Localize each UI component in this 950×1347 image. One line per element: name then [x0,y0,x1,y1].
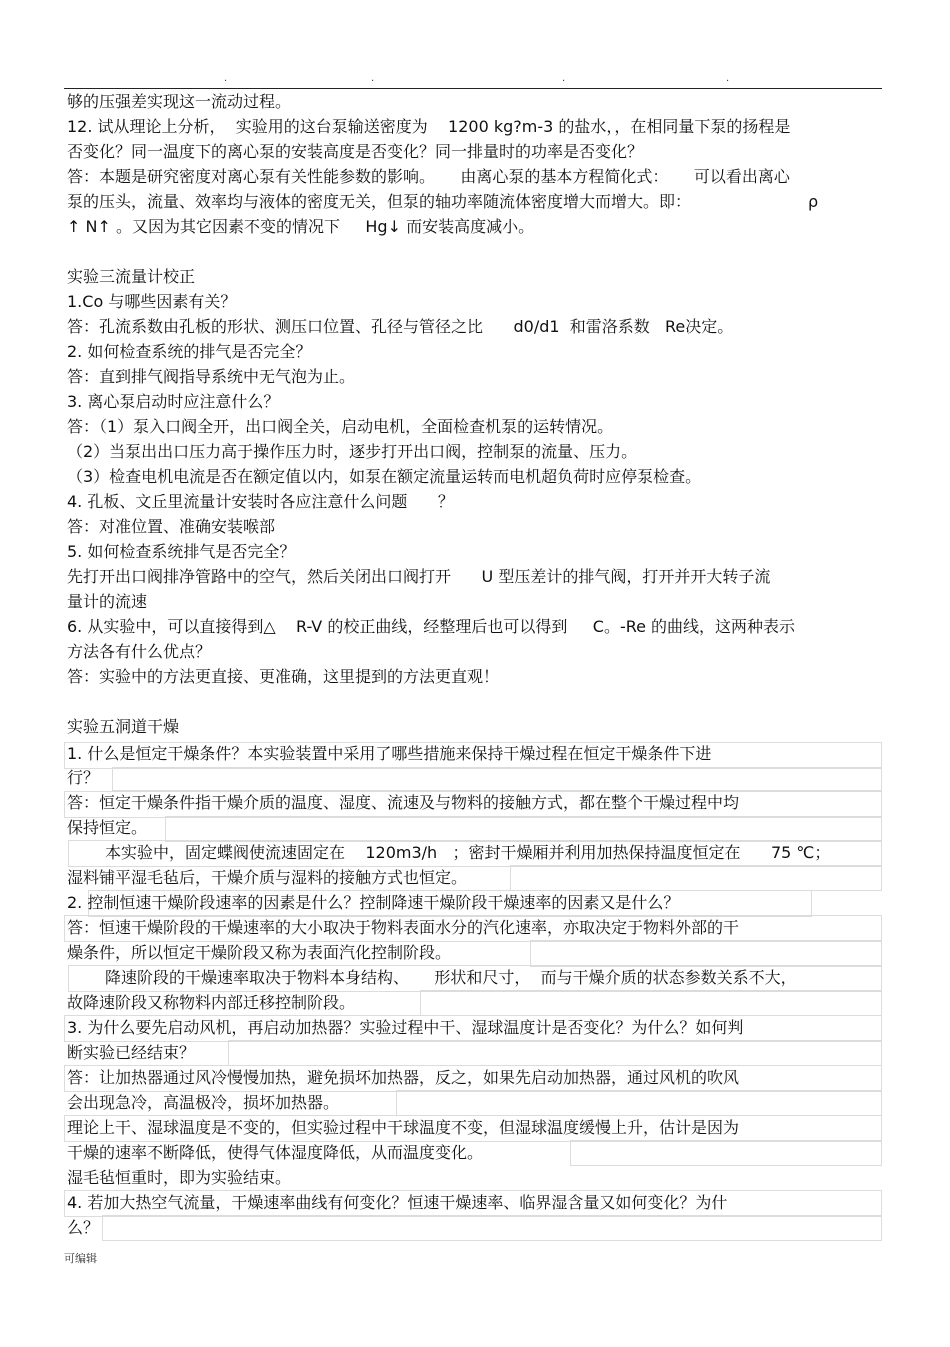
header-dot: . [726,73,730,84]
question-1: 1. 什么是恒定干燥条件？本实验装置中采用了哪些措施来保持干燥过程在恒定干燥条件下进 [67,744,712,763]
section-heading-exp3: 实验三流量计校正 [67,267,196,286]
text-line: 干燥的速率不断降低，使得气体湿度降低，从而温度变化。 [67,1143,484,1162]
form-box [420,990,882,1016]
text-line: 本实验中，固定蝶阀使流速固定在 120m3/h ；密封干燥厢并利用加热保持温度恒定在 75 ℃； [105,843,831,862]
header-dot: . [371,73,375,84]
text-line: ↑ N↑ 。又因为其它因素不变的情况下 Hg↓ 而安装高度减小。 [67,217,535,236]
answer-line: 答：孔流系数由孔板的形状、测压口位置、孔径与管径之比 d0/d1 和雷洛系数 Re决定。 [67,317,734,336]
text-line: 先打开出口阀排净管路中的空气，然后关闭出口阀打开 U 型压差计的排气阀，打开并开大转子流 [67,567,771,586]
form-box [510,865,882,891]
header-dot: . [562,73,566,84]
text-line: 泵的压头，流量、效率均与液体的密度无关，但泵的轴功率随流体密度增大而增大。即： ρ [67,192,819,211]
text-line: 断实验已经结束？ [67,1043,196,1062]
text-line: 故降速阶段又称物料内部迁移控制阶段。 [67,993,356,1012]
question-2: 2. 如何检查系统的排气是否完全？ [67,342,312,361]
answer-line: 答：（1）泵入口阀全开，出口阀全关，启动电机，全面检查机泵的运转情况。 [67,417,614,436]
answer-line: 答：恒定干燥条件指干燥介质的温度、湿度、流速及与物料的接触方式，都在整个干燥过程中均 [67,793,740,812]
text-line: 湿料铺平湿毛毡后，干燥介质与湿料的接触方式也恒定。 [67,868,468,887]
header-rule [64,88,882,89]
form-box [228,1040,882,1066]
question-1: 1.Co 与哪些因素有关？ [67,292,237,311]
text-line: 够的压强差实现这一流动过程。 [67,92,292,111]
answer-line: 答：实验中的方法更直接、更准确，这里提到的方法更直观！ [67,667,500,686]
text-line: 么？ [67,1218,100,1237]
form-box [530,940,882,967]
text-line: 方法各有什么优点？ [67,642,212,661]
answer-line: 答：恒速干燥阶段的干燥速率的大小取决于物料表面水分的汽化速率，亦取决定于物料外部的干 [67,918,740,937]
text-line: 行？ [67,768,100,787]
text-line: 理论上干、湿球温度是不变的，但实验过程中干球温度不变，但湿球温度缓慢上升，估计是因为 [67,1118,740,1137]
question-4: 4. 孔板、文丘里流量计安装时各应注意什么问题 ？ [67,492,454,511]
text-line: 会出现急冷，高温极冷，损坏加热器。 [67,1093,340,1112]
question-6: 6. 从实验中，可以直接得到△ R-V 的校正曲线，经整理后也可以得到 C。-Re 的曲线，这两种表示 [67,617,796,636]
text-line: 量计的流速 [67,592,148,611]
text-line: 燥条件，所以恒定干燥阶段又称为表面汽化控制阶段。 [67,943,452,962]
text-line: 湿毛毡恒重时，即为实验结束。 [67,1168,292,1187]
text-line: （2）当泵出出口压力高于操作压力时，逐步打开出口阀，控制泵的流量、压力。 [67,442,638,461]
text-line: 保持恒定。 [67,818,148,837]
form-box [165,816,882,842]
section-heading-exp5: 实验五洞道干燥 [67,717,180,736]
answer-line: 答：本题是研究密度对离心泵有关性能参数的影响。 由离心泵的基本方程简化式： 可以看出离心 [67,167,790,186]
form-box [570,1140,882,1166]
question-12: 12. 试从理论上分析， 实验用的这台泵输送密度为 1200 kg?m-3 的盐水，，在相同量下泵的扬程是 [67,117,791,136]
answer-line: 答：让加热器通过风冷慢慢加热，避免损坏加热器，反之，如果先启动加热器，通过风机的吹风 [67,1068,740,1087]
text-line: 否变化？同一温度下的离心泵的安装高度是否变化？同一排量时的功率是否变化？ [67,142,644,161]
question-4: 4. 若加大热空气流量，干燥速率曲线有何变化？恒速干燥速率、临界湿含量又如何变化？为什 [67,1193,728,1212]
form-box [102,1215,882,1241]
answer-line: 答：对准位置、准确安装喉部 [67,517,276,536]
text-line: 降速阶段的干燥速率取决于物料本身结构、 形状和尺寸， 而与干燥介质的状态参数关系不大， [105,968,797,987]
question-2: 2. 控制恒速干燥阶段速率的因素是什么？控制降速干燥阶段干燥速率的因素又是什么？ [67,893,680,912]
form-box [396,1090,882,1116]
question-5: 5. 如何检查系统排气是否完全？ [67,542,296,561]
header-dot: . [224,73,228,84]
answer-line: 答：直到排气阀指导系统中无气泡为止。 [67,367,356,386]
question-3: 3. 离心泵启动时应注意什么？ [67,392,280,411]
text-line: （3）检查电机电流是否在额定值以内，如泵在额定流量运转而电机超负荷时应停泵检查。 [67,467,702,486]
footer-label: 可编辑 [64,1252,97,1265]
question-3: 3. 为什么要先启动风机，再启动加热器？实验过程中干、湿球温度计是否变化？为什么？如何判 [67,1018,744,1037]
form-box [112,767,882,791]
